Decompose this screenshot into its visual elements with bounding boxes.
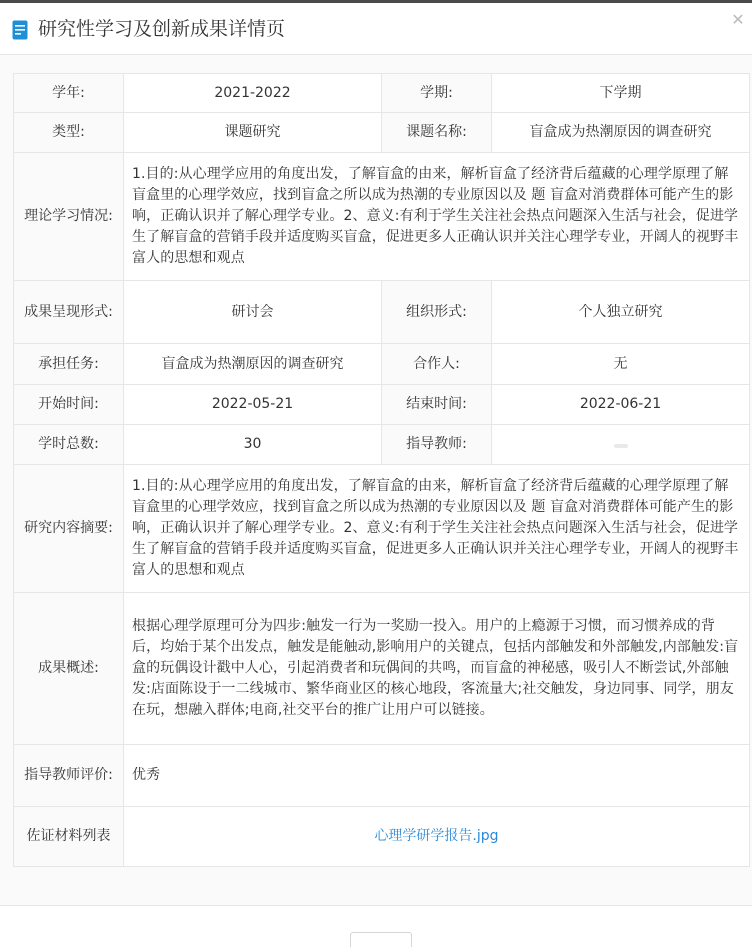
topic-label: 课题名称: [382,113,492,153]
table-row [14,465,750,593]
organization-label: 组织形式: [382,281,492,344]
evidence-cell [124,807,750,867]
end-time-label: 结束时间: [382,385,492,425]
dialog-header [0,3,752,55]
detail-table [13,73,750,867]
type-label: 类型: [14,113,124,153]
teacher-eval-label: 指导教师评价: [14,745,124,807]
table-row [14,153,750,281]
school-year-value: 2021-2022 [124,74,382,113]
start-time-value: 2022-05-21 [124,385,382,425]
theory-value: 1.目的:从心理学应用的角度出发，了解盲盒的由来，解析盲盒了经济背后蕴藏的心理学原理了解盲盒里的心理学效应，找到盲盒之所以成为热潮的专业原因以及 题 盲盒对消费群体可能产生的影响，正确认识并了解心理学专业。2、意义:有利于学生关注社会热点问题深入生活与社会，促进学生了解盲盒的营销手段并适度购买盲盒，促进更多人正确认识并关注心理学专业，开阔人的视野丰富人的思想和观点 [124,153,750,281]
dialog-body [0,55,752,905]
table-row [14,425,750,465]
task-label: 承担任务: [14,344,124,385]
dialog-title: 研究性学习及创新成果详情页 [38,18,286,40]
abstract-value: 1.目的:从心理学应用的角度出发，了解盲盒的由来，解析盲盒了经济背后蕴藏的心理学原理了解盲盒里的心理学效应，找到盲盒之所以成为热潮的专业原因以及 题 盲盒对消费群体可能产生的影响，正确认识并了解心理学专业。2、意义:有利于学生关注社会热点问题深入生活与社会，促进学生了解盲盒的营销手段并适度购买盲盒，促进更多人正确认识并关注心理学专业，开阔人的视野丰富人的思想和观点 [124,465,750,593]
dialog-footer [0,905,752,941]
table-row [14,807,750,867]
presentation-value: 研讨会 [124,281,382,344]
school-year-label: 学年: [14,74,124,113]
partner-value: 无 [492,344,750,385]
close-icon[interactable]: ✕ [731,10,745,29]
table-row [14,113,750,153]
task-value: 盲盒成为热潮原因的调查研究 [124,344,382,385]
semester-value: 下学期 [492,74,750,113]
teacher-eval-value: 优秀 [124,745,750,807]
teacher-label: 指导教师: [382,425,492,465]
topic-value: 盲盒成为热潮原因的调查研究 [492,113,750,153]
table-row [14,281,750,344]
overview-value: 根据心理学原理可分为四步:触发一行为一奖励一投入。用户的上瘾源于习惯，而习惯养成的背后，均始于某个出发点，触发是能触动,影响用户的关键点，包括内部触发和外部触发,内部触发:盲盒的玩偶设计戳中人心，引起消费者和玩偶间的共鸣，而盲盒的神秘感，吸引人不断尝试,外部触发:店面陈设于一二线城市、繁华商业区的核心地段，客流量大;社交触发，身边同事、同学，朋友在玩，想融入群体;电商,社交平台的推广让用户可以链接。 [124,593,750,745]
abstract-label: 研究内容摘要: [14,465,124,593]
presentation-label: 成果呈现形式: [14,281,124,344]
teacher-value [492,425,750,465]
partner-label: 合作人: [382,344,492,385]
semester-label: 学期: [382,74,492,113]
organization-value: 个人独立研究 [492,281,750,344]
table-row [14,385,750,425]
hours-label: 学时总数: [14,425,124,465]
hours-value: 30 [124,425,382,465]
evidence-label: 佐证材料列表 [14,807,124,867]
table-row [14,74,750,113]
document-icon [12,20,28,40]
overview-label: 成果概述: [14,593,124,745]
table-row [14,344,750,385]
end-time-value: 2022-06-21 [492,385,750,425]
start-time-label: 开始时间: [14,385,124,425]
theory-label: 理论学习情况: [14,153,124,281]
redacted-value [614,444,628,448]
table-row [14,745,750,807]
table-row [14,593,750,745]
type-value: 课题研究 [124,113,382,153]
evidence-file-link[interactable]: 心理学研学报告.jpg [374,828,499,844]
